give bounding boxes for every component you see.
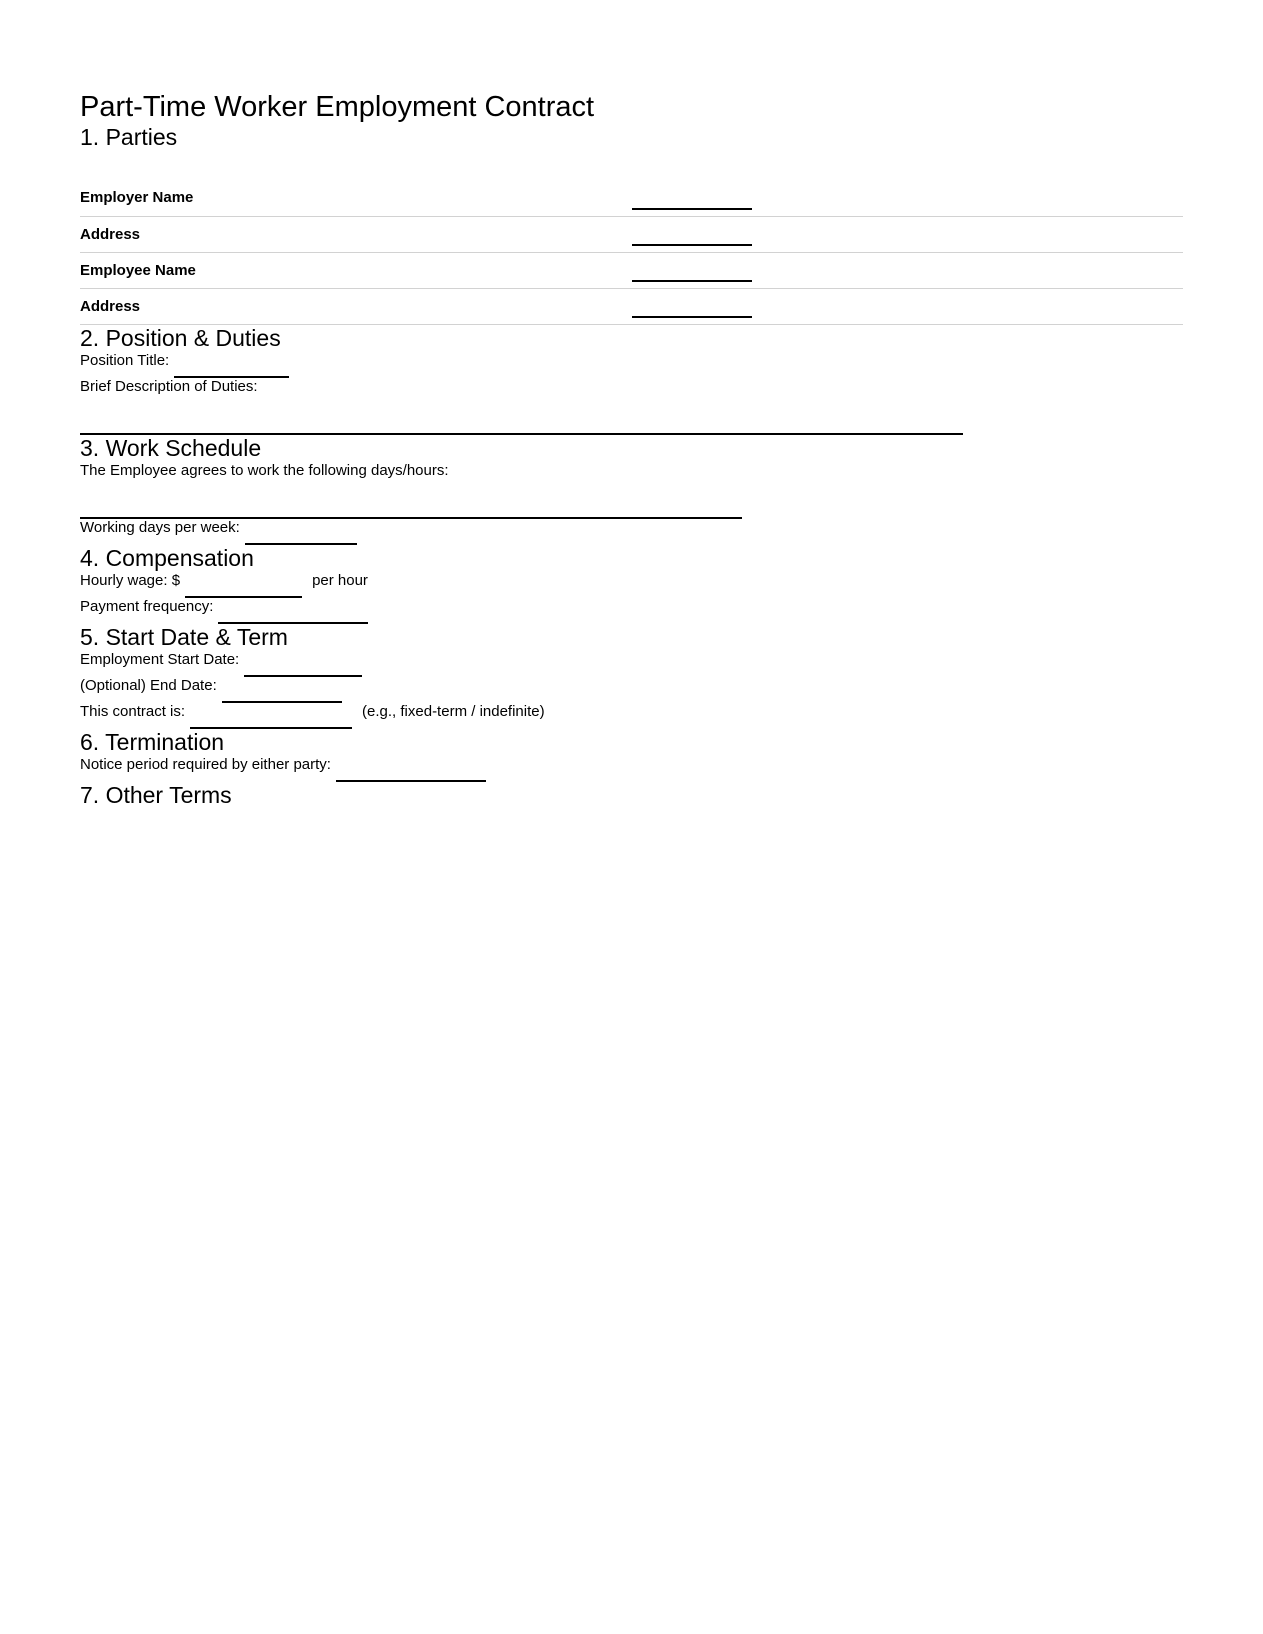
notice-period-label: Notice period required by either party: — [80, 755, 331, 773]
parties-table — [80, 180, 1183, 325]
hourly-wage-row — [80, 572, 1183, 598]
start-date-label: Employment Start Date: — [80, 650, 240, 668]
start-date-row — [80, 651, 1183, 677]
employer-address-label: Address — [80, 216, 632, 252]
employee-address-blank-line — [632, 296, 752, 318]
table-row-employer-address — [80, 216, 1183, 252]
contract-type-blank-line — [190, 703, 352, 729]
employer-name-value-cell — [632, 180, 1184, 216]
employee-name-label: Employee Name — [80, 252, 632, 288]
table-row-employee-name — [80, 252, 1183, 288]
section-heading-work-schedule: 3. Work Schedule — [80, 434, 262, 461]
employer-name-label: Employer Name — [80, 180, 632, 216]
notice-period-blank-line — [336, 756, 486, 782]
contract-type-label: This contract is: — [80, 702, 186, 720]
employee-name-blank-line — [632, 260, 752, 282]
section-heading-parties: 1. Parties — [80, 124, 178, 150]
section-heading-start-date-term: 5. Start Date & Term — [80, 623, 288, 650]
contract-type-hint: (e.g., fixed-term / indefinite) — [362, 702, 545, 720]
payment-frequency-blank-line — [218, 598, 368, 624]
start-date-blank-line — [244, 651, 362, 677]
work-schedule-intro: The Employee agrees to work the following days/hours: — [80, 461, 449, 479]
hourly-wage-suffix: per hour — [312, 571, 368, 589]
section-heading-other-terms: 7. Other Terms — [80, 781, 232, 808]
contract-type-row — [80, 703, 1183, 729]
employer-name-blank-line — [632, 188, 752, 210]
hourly-wage-blank-line — [185, 572, 302, 598]
payment-frequency-row — [80, 598, 1183, 624]
employee-address-value-cell — [632, 288, 1184, 324]
employer-address-blank-line — [632, 224, 752, 246]
table-row-employer-name — [80, 180, 1183, 216]
duties-label: Brief Description of Duties: — [80, 377, 258, 395]
payment-frequency-label: Payment frequency: — [80, 597, 214, 615]
working-days-row — [80, 519, 1183, 545]
working-days-blank-line — [245, 519, 357, 545]
section-heading-compensation: 4. Compensation — [80, 544, 254, 571]
working-days-label: Working days per week: — [80, 518, 240, 536]
position-title-blank-line — [174, 352, 289, 378]
position-title-row — [80, 352, 1183, 378]
employer-address-value-cell — [632, 216, 1184, 252]
notice-period-row — [80, 756, 1183, 782]
position-title-label: Position Title: — [80, 351, 170, 369]
table-row-employee-address — [80, 288, 1183, 324]
hourly-wage-label: Hourly wage: $ — [80, 571, 181, 589]
end-date-row — [80, 677, 1183, 703]
section-heading-position-duties: 2. Position & Duties — [80, 324, 281, 351]
end-date-label: (Optional) End Date: — [80, 676, 217, 694]
employee-address-label: Address — [80, 288, 632, 324]
employee-name-value-cell — [632, 252, 1184, 288]
section-heading-termination: 6. Termination — [80, 728, 225, 755]
document-title: Part-Time Worker Employment Contract — [80, 91, 595, 123]
end-date-blank-line — [222, 677, 342, 703]
